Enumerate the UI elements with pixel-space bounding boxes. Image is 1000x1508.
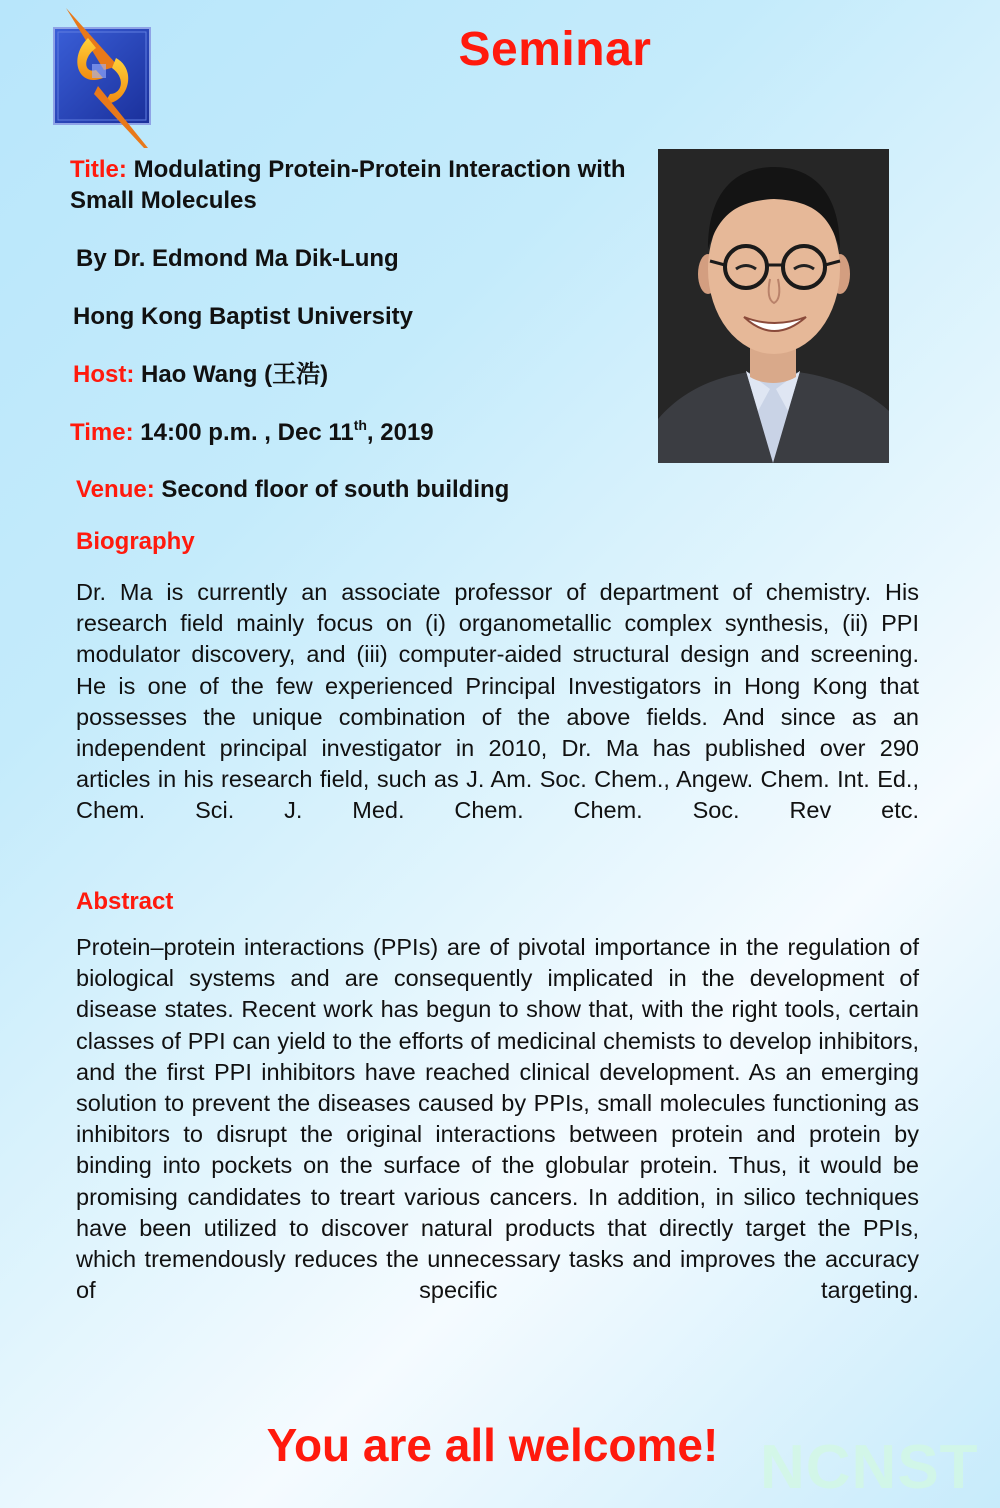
abstract-text: Protein–protein interactions (PPIs) are of pivotal importance in the regulation of biological systems and are consequently implicated in the development of disease states. Recent work has begun to show that, with the right tools, certain classes of PPI can yield to the efforts of medicinal chemists to develop inhibitors, and the first PPI inhibitors have reached clinical development. As an emerging solution to prevent the diseases caused by PPIs, small molecules functioning as inhibitors to disrupt the original interactions between protein and protein by binding into pockets on the surface of the globular protein. Thus, it would be promising candidates to treart various cancers. In addition, in silico techniques have been utilized to discover natural products that directly target the PPIs, which tremendously reduces the unnecessary tasks and improves the accuracy of specific targeting. <box>76 934 919 1304</box>
venue-label: Venue: <box>76 476 155 503</box>
speaker-name: By Dr. Edmond Ma Dik-Lung <box>76 245 399 272</box>
biography-heading: Biography <box>76 528 195 555</box>
page-title: Seminar <box>458 23 652 76</box>
abstract-heading: Abstract <box>76 888 174 915</box>
venue-line <box>76 474 509 505</box>
speaker-photo <box>658 149 889 463</box>
talk-title <box>70 154 640 216</box>
time-label: Time: <box>70 419 134 446</box>
host-value: Hao Wang (王浩) <box>134 361 329 388</box>
title-value: Modulating Protein-Protein Interaction with Small Molecules <box>70 156 626 214</box>
time-line <box>70 417 434 448</box>
host-label: Host: <box>73 361 135 388</box>
time-value-ordinal: th <box>353 417 367 433</box>
speaker-affiliation: Hong Kong Baptist University <box>73 303 414 330</box>
biography-text: Dr. Ma is currently an associate professor of department of chemistry. His research field mainly focus on (i) organometallic complex synthesis, (ii) PPI modulator discovery, and (iii) computer-aided structural design and screening. He is one of the few experienced Principal Investigators in Hong Kong that possesses the unique combination of the above fields. And since as an independent principal investigator in 2010, Dr. Ma has published over 290 articles in his research field, such as J. Am. Soc. Chem., Angew. Chem. Int. Ed., Chem. Sci. J. Med. Chem. Chem. Soc. Rev etc. <box>76 579 919 824</box>
welcome-message: You are all welcome! <box>266 1419 719 1471</box>
host-line <box>73 359 328 390</box>
title-label: Title: <box>70 156 127 183</box>
time-value <box>134 419 434 446</box>
venue-value: Second floor of south building <box>154 476 510 503</box>
watermark: NCNST <box>760 1433 979 1502</box>
time-value-main: 14:00 p.m. , Dec 11 <box>133 419 354 446</box>
time-value-year: , 2019 <box>366 419 434 446</box>
